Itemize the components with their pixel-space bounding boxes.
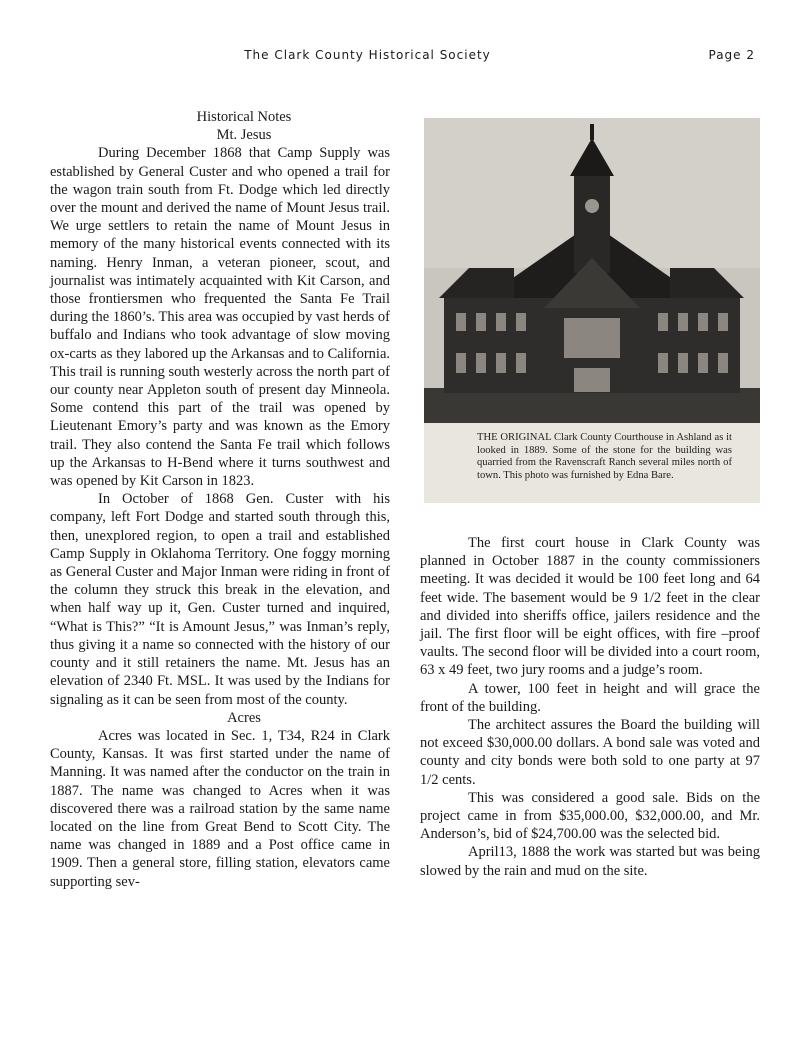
courthouse-paragraph-2: A tower, 100 feet in height and will grace the front of the building. xyxy=(420,680,760,715)
courthouse-paragraph-3: The architect assures the Board the building will not exceed $30,000.00 dollars. A bond sale was voted and county and city bonds were both sold to one party at 97 1/2 cents. xyxy=(420,717,760,788)
left-column xyxy=(50,108,390,891)
subheading-mt-jesus: Mt. Jesus xyxy=(216,127,272,144)
newsletter-title: The Clark County Historical Society xyxy=(244,48,491,62)
mt-jesus-paragraph-2: In October of 1868 Gen. Custer with his company, left Fort Dodge and started south through this, then, unexplored region, to open a trail and established Camp Supply in Oklahoma Territory. One foggy morning as General Custer and Major Inman were riding in front of the column they struck this break in the elevation, and when half way up it, Gen. Custer turned and inquired, “What is This?” “It is Amount Jesus,” was Inman’s reply, thus giving it a name so connected with the history of our county and it still retainers the name. Mt. Jesus has an elevation of 2340 Ft. MSL. It was used by the Indians for signaling as it can be seen from most of the county. xyxy=(50,491,390,708)
mt-jesus-paragraph-1: During December 1868 that Camp Supply was established by General Custer and who opened a trail for the wagon train south from Ft. Dodge which led directly over the mount and derived the name of Mount Jesus trail. We urge settlers to retain the name of Mount Jesus in memory of the many historical events connected with its naming. Henry Inman, a veteran pioneer, scout, and journalist was intimately acquainted with Kit Carson, and those frontiersmen who frequented the Santa Fe Trail during the 1860’s. This area was occupied by vast herds of buffalo and Indians who took advantage of slow moving ox-carts as they labored up the Arkansas and to California. This trail is running south westerly across the north part of our county near Appleton south of present day Minneola. Some contend this part of the trail was opened by Lieutenant Emory’s party and was known as the Emory trail. They also contend the Santa Fe trail which follows up the Arkansas to H-Bend where it turns southwest and was opened by Kit Carson in 1823. xyxy=(50,145,390,490)
courthouse-paragraph-5: April13, 1888 the work was started but was being slowed by the rain and mud on the site. xyxy=(420,844,760,879)
courthouse-paragraph-4: This was considered a good sale. Bids on the project came in from $35,000.00, $32,000.00, and Mr. Anderson’s, bid of $24,700.00 was the selected bid. xyxy=(420,789,760,843)
acres-paragraph: Acres was located in Sec. 1, T34, R24 in Clark County, Kansas. It was first started under the name of Manning. It was named after the conductor on the train in 1887. The name was changed to Acres when it was discovered there was a railroad station by the same name located on the line from Great Bend to Scott City. The name was changed in 1889 and a Post office came in 1909. Then a general store, filling station, elevators came supporting sev- xyxy=(50,727,390,890)
right-column xyxy=(420,534,760,880)
subheading-acres: Acres xyxy=(227,709,261,726)
photo-caption: THE ORIGINAL Clark County Courthouse in Ashland as it looked in 1889. Some of the stone for the building was quarried from the Ravenscraft Ranch several miles north of town. This photo was furnished by Edna Bare. xyxy=(477,432,732,481)
page-number: Page 2 xyxy=(708,48,755,62)
courthouse-paragraph-1: The first court house in Clark County was planned in October 1887 in the county commissioners meeting. It was decided it would be 100 feet long and 64 feet wide. The basement would be 9 1/2 feet in the clear and divided into sheriffs office, jailers residence and the jail. The first floor will be eight offices, with fire –proof vaults. The second floor will be divided into a court room, 63 x 49 feet, two jury rooms and a judge’s room. xyxy=(420,535,760,679)
section-heading-historical-notes: Historical Notes xyxy=(196,109,292,125)
